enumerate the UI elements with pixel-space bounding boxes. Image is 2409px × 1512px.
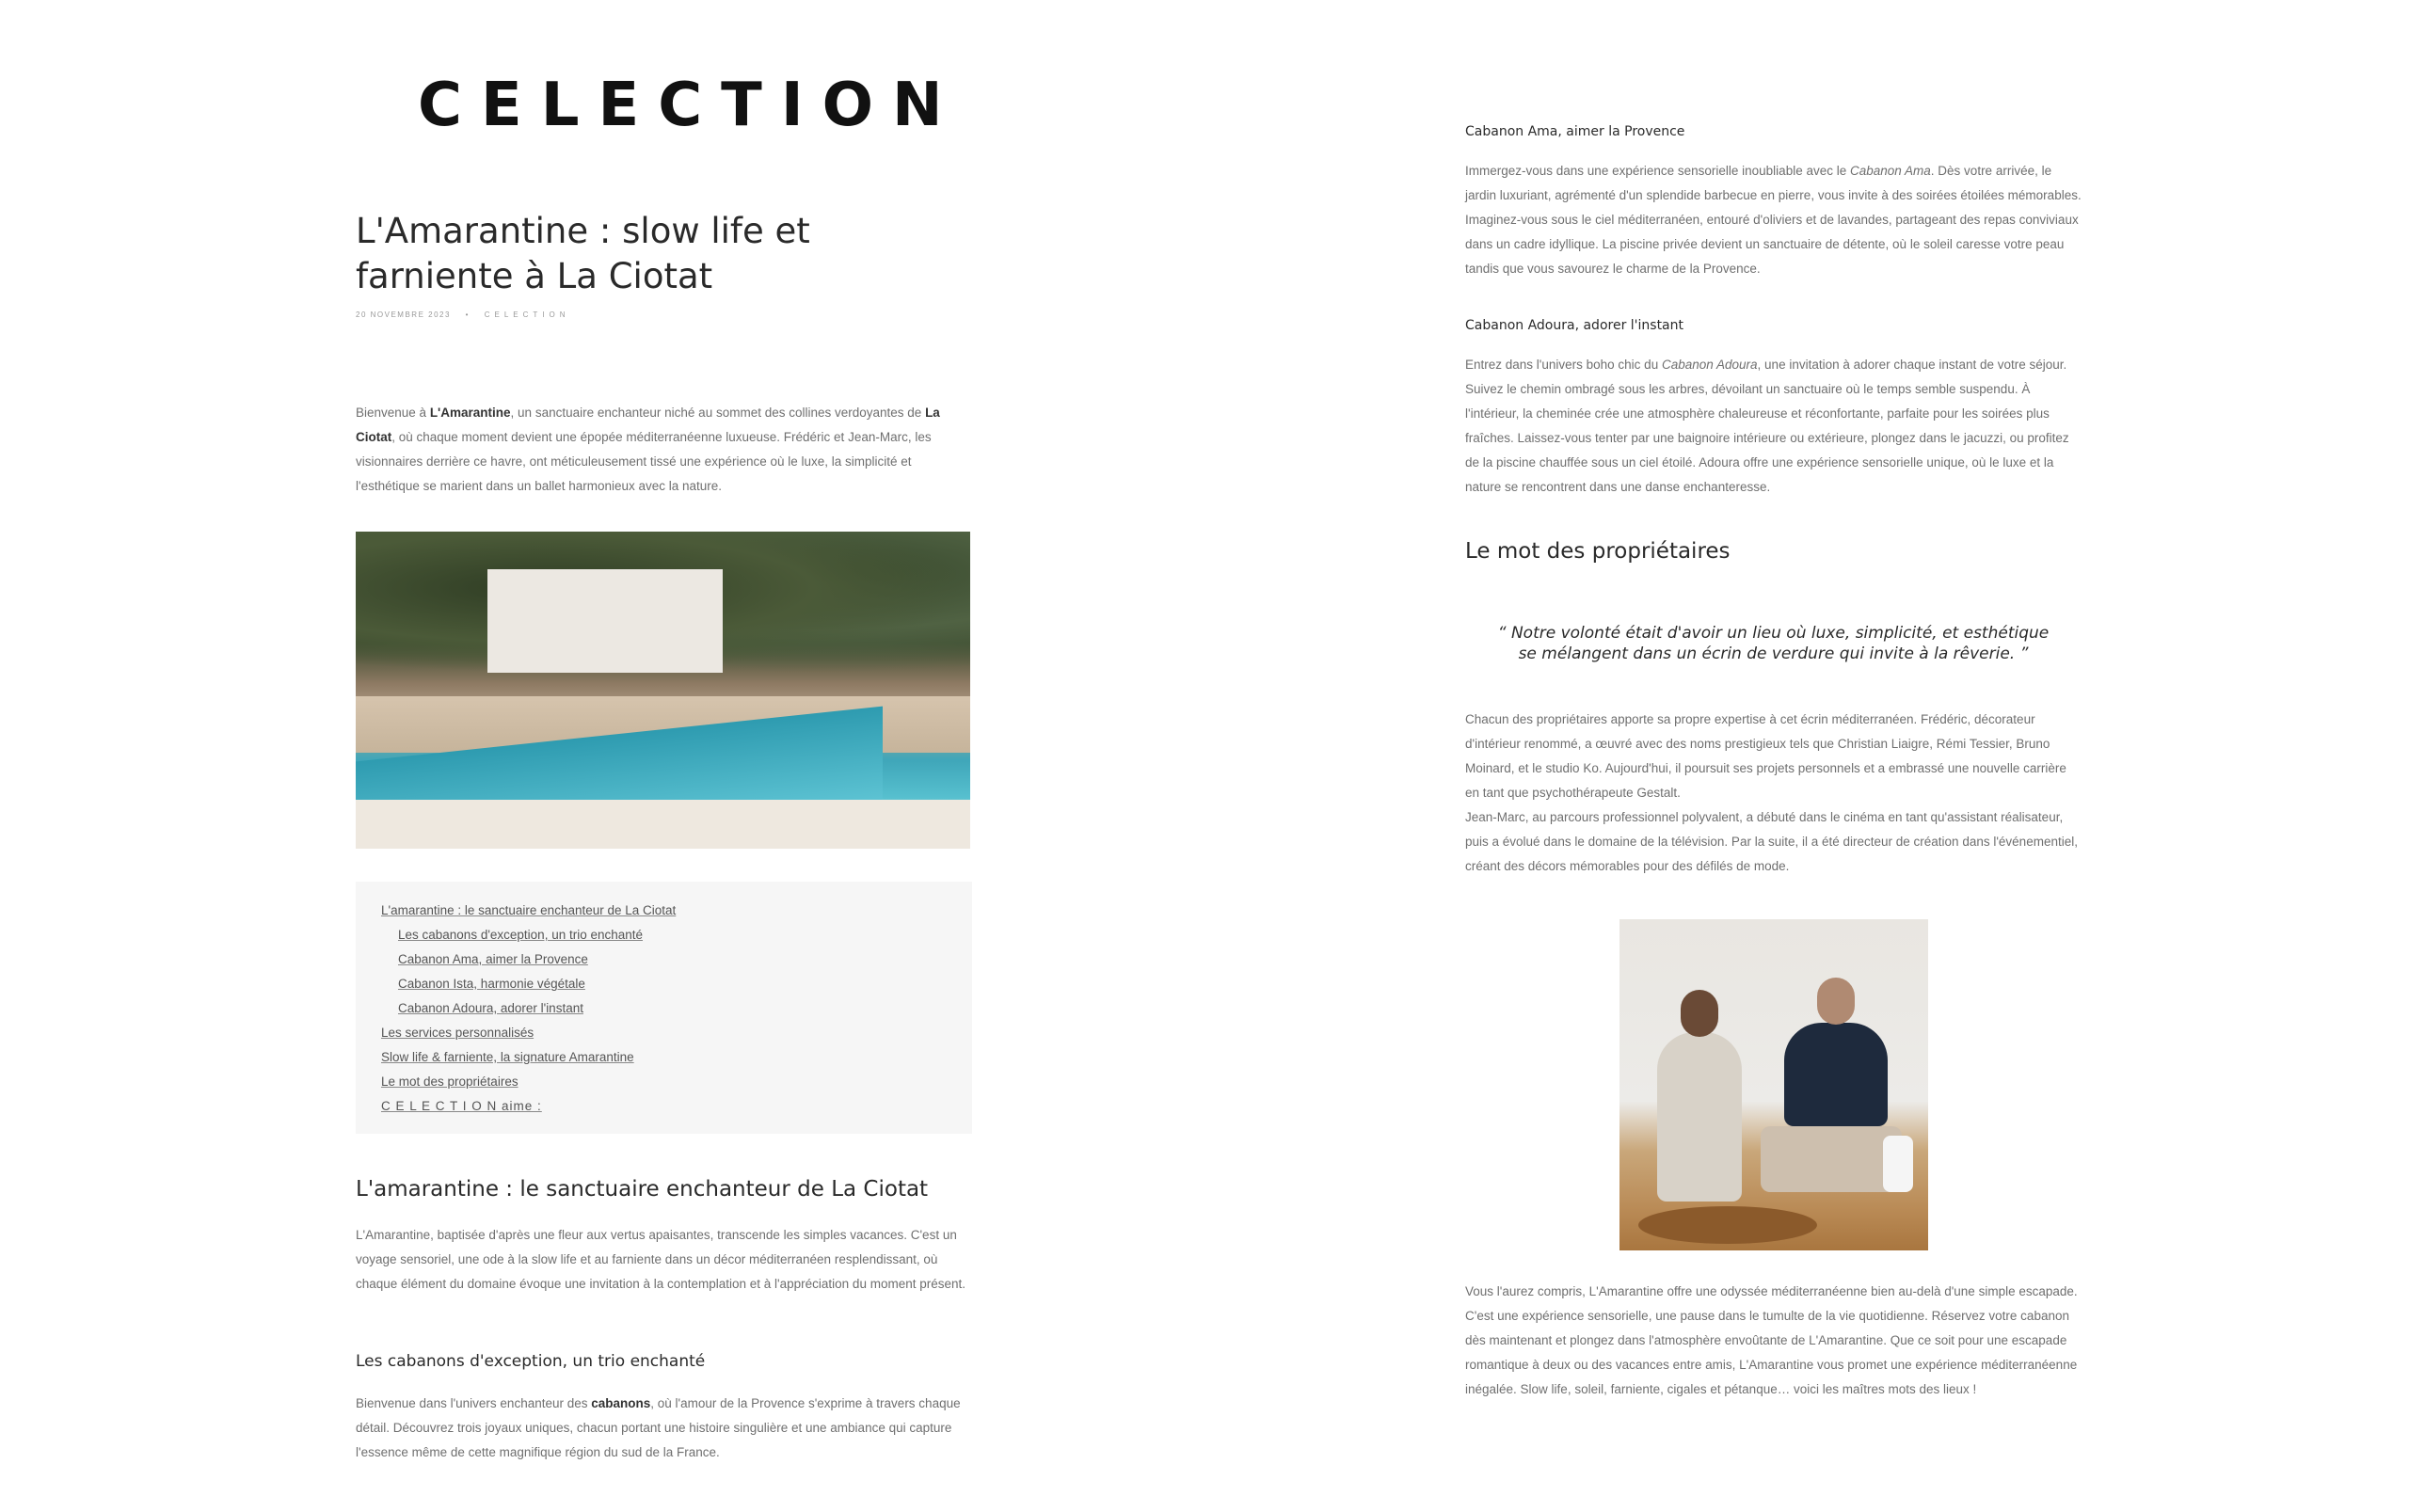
heading-ama: Cabanon Ama, aimer la Provence bbox=[1465, 124, 1685, 139]
toc-item-adoura[interactable]: Cabanon Adoura, adorer l'instant bbox=[398, 1001, 583, 1015]
cabanons-paragraph: Bienvenue dans l'univers enchanteur des cabanons, où l'amour de la Provence s'exprime à travers chaque détail. Découvrez trois joyaux uniques, chacun portant une histoire singulière et une ambiance qui capture l'essence même de cette magnifique région du sud de la France. bbox=[356, 1396, 961, 1459]
owners-photo bbox=[1619, 919, 1928, 1250]
meta-separator: • bbox=[465, 310, 470, 319]
table-of-contents bbox=[356, 882, 972, 1134]
toc-item-ama[interactable]: Cabanon Ama, aimer la Provence bbox=[398, 952, 588, 966]
owners-quote: “ Notre volonté était d'avoir un lieu où luxe, simplicité, et esthétique se mélangent dans un écrin de verdure qui invite à la rêverie. ” bbox=[1497, 624, 2050, 663]
heading-cabanons: Les cabanons d'exception, un trio enchanté bbox=[356, 1352, 706, 1371]
intro-bold-amarantine: L'Amarantine bbox=[429, 406, 511, 420]
toc-item-sanctuaire[interactable]: L'amarantine : le sanctuaire enchanteur de La Ciotat bbox=[381, 903, 677, 917]
closing-paragraph: Vous l'aurez compris, L'Amarantine offre une odyssée méditerranéenne bien au-delà d'une simple escapade. C'est une expérience sensorielle, une pause dans le tumulte de la vie quotidienne. Réservez votre cabanon dès maintenant et plongez dans l'atmosphère envoûtante de L'Amarantine. Que ce soit pour une escapade romantique à deux ou des vacances entre amis, L'Amarantine vous promet une expérience méditerranéenne inégalée. Slow life, soleil, farniente, cigales et pétanque… voici les maîtres mots des lieux ! bbox=[1465, 1284, 2078, 1396]
toc-item-services[interactable]: Les services personnalisés bbox=[381, 1026, 534, 1040]
page-title: L'Amarantine : slow life et farniente à La Ciotat bbox=[356, 211, 810, 296]
article-meta bbox=[356, 310, 582, 319]
toc-item-celection-aime[interactable]: C E L E C T I O N aime : bbox=[381, 1099, 542, 1113]
italic-cabanon-ama: Cabanon Ama bbox=[1849, 164, 1931, 178]
sanctuaire-paragraph: L'Amarantine, baptisée d'après une fleur aux vertus apaisantes, transcende les simples vacances. C'est un voyage sensoriel, une ode à la slow life et au farniente dans un décor méditerranéen resplendissant, où chaque élément du domaine évoque une invitation à la contemplation et à l'appréciation du moment présent. bbox=[356, 1228, 965, 1291]
toc-item-slow-life[interactable]: Slow life & farniente, la signature Amarantine bbox=[381, 1050, 634, 1064]
owners-paragraph: Chacun des propriétaires apporte sa propre expertise à cet écrin méditerranéen. Frédéric, décorateur d'intérieur renommé, a œuvré avec des noms prestigieux tels que Christian Liaigre, Rémi Tessier, Bruno Moinard, et le studio Ko. Aujourd'hui, il poursuit ses projets personnels et a embrassé une nouvelle carrière en tant que psychothérapeute Gestalt. Jean-Marc, au parcours professionnel polyvalent, a débuté dans le cinéma en tant qu'assistant réalisateur, puis a évolué dans le domaine de la télévision. Par la suite, il a été directeur de création dans l'événementiel, créant des décors mémorables pour des défilés de mode. bbox=[1465, 712, 2078, 873]
pool-photo bbox=[356, 532, 970, 849]
article-date: 20 NOVEMBRE 2023 bbox=[356, 310, 451, 319]
site-logo[interactable]: CELECTION bbox=[418, 71, 962, 140]
heading-sanctuaire: L'amarantine : le sanctuaire enchanteur de La Ciotat bbox=[356, 1177, 929, 1202]
adoura-paragraph: Entrez dans l'univers boho chic du Cabanon Adoura, une invitation à adorer chaque instant de votre séjour. Suivez le chemin ombragé sous les arbres, dévoilant un sanctuaire où le temps semble suspendu. À l'intérieur, la cheminée crée une atmosphère chaleureuse et réconfortante, parfaite pour les soirées plus fraîches. Laissez-vous tenter par une baignoire intérieure ou extérieure, plongez dans le jacuzzi, ou profitez de la piscine chauffée sous un ciel étoilé. Adoura offre une expérience sensorielle unique, où le luxe et la nature se rencontrent dans une danse enchanteresse. bbox=[1465, 358, 2069, 494]
article-author[interactable]: CELECTION bbox=[484, 310, 570, 319]
italic-cabanon-adoura: Cabanon Adoura bbox=[1661, 358, 1758, 372]
toc-item-ista[interactable]: Cabanon Ista, harmonie végétale bbox=[398, 977, 585, 991]
toc-item-proprietaires[interactable]: Le mot des propriétaires bbox=[381, 1074, 518, 1089]
bold-cabanons: cabanons bbox=[591, 1396, 651, 1410]
heading-adoura: Cabanon Adoura, adorer l'instant bbox=[1465, 318, 1683, 333]
heading-proprietaires: Le mot des propriétaires bbox=[1465, 539, 1731, 564]
ama-paragraph: Immergez-vous dans une expérience sensorielle inoubliable avec le Cabanon Ama. Dès votre arrivée, le jardin luxuriant, agrémenté d'un splendide barbecue en pierre, vous invite à des soirées étoilées mémorables. Imaginez-vous sous le ciel méditerranéen, entouré d'oliviers et de lavandes, partageant des repas conviviaux dans un cadre idyllique. La piscine privée devient un sanctuaire de détente, où le soleil caresse votre peau tandis que vous savourez le charme de la Provence. bbox=[1465, 164, 2082, 276]
toc-item-cabanons[interactable]: Les cabanons d'exception, un trio enchanté bbox=[398, 928, 644, 942]
intro-paragraph: Bienvenue à L'Amarantine, un sanctuaire enchanteur niché au sommet des collines verdoyantes de La Ciotat, où chaque moment devient une épopée méditerranéenne luxueuse. Frédéric et Jean-Marc, les visionnaires derrière ce havre, ont méticuleusement tissé une expérience où le luxe, la simplicité et l'esthétique se marient dans un ballet harmonieux avec la nature. bbox=[356, 406, 940, 493]
intro-bold-la-ciotat: La Ciotat bbox=[356, 406, 940, 444]
